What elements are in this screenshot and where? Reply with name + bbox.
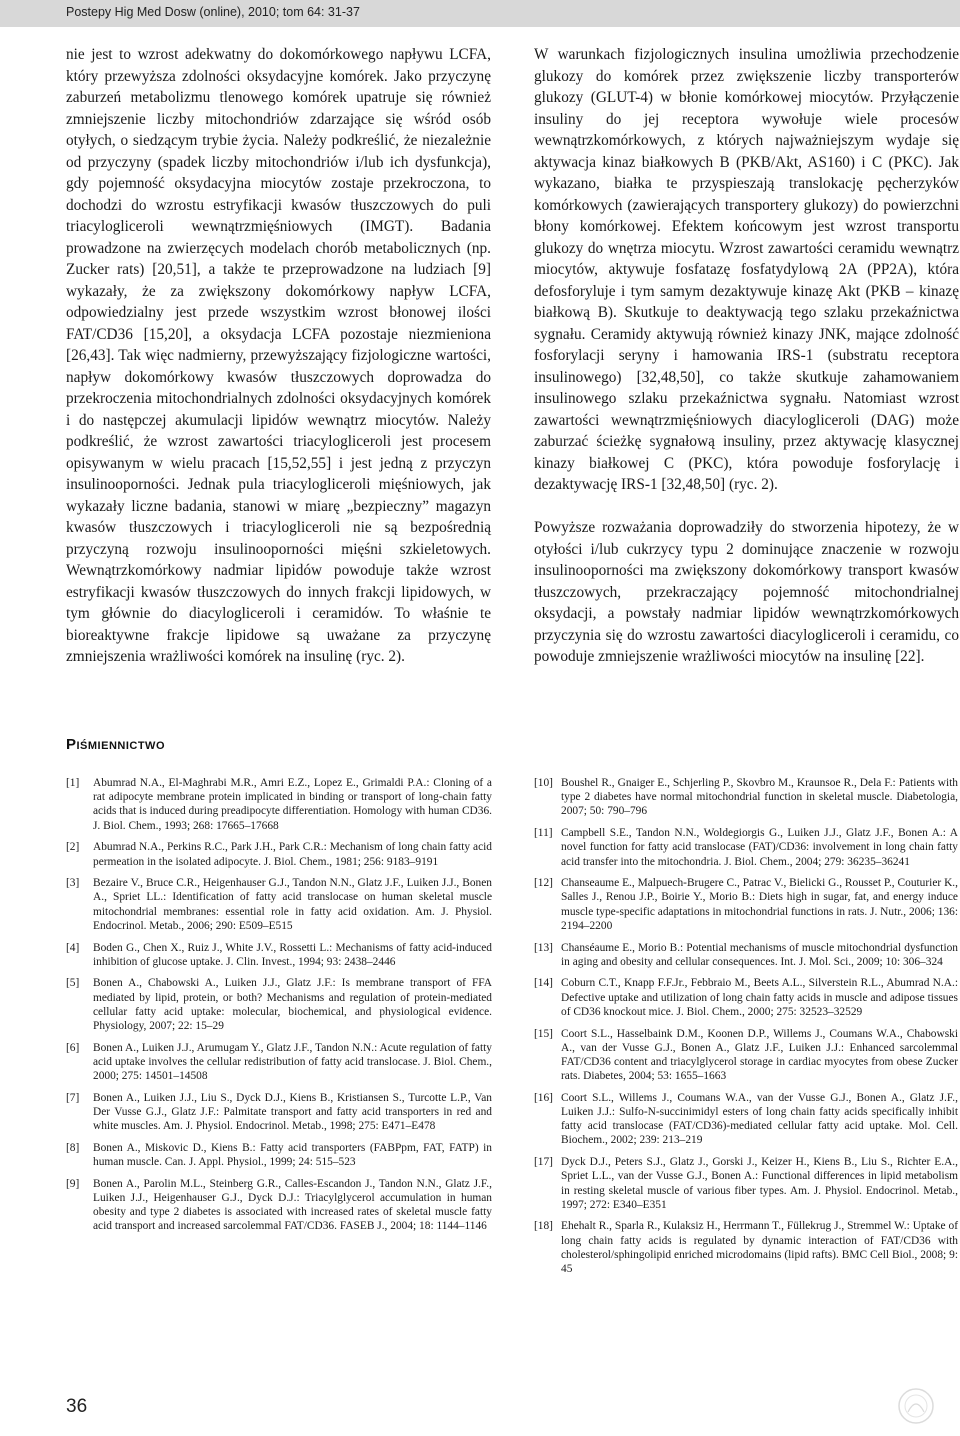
reference-item [534,1027,958,1084]
reference-text: Coort S.L., Willems J., Coumans W.A., van der Vusse G.J., Bonen A., Glatz J.F., Luiken J.J.: Sulfo-N-succinimidyl esters of long chain fatty acids specifically inhibit fatty acid translocase (FAT/CD36)-mediated cellular fatty acid uptake. Mol. Cell. Biochem., 2002; 239: 213–219 [561,1091,958,1147]
reference-item [534,976,958,1019]
reference-number: [16] [534,1091,553,1104]
reference-number: [14] [534,977,553,990]
reference-number: [11] [534,827,553,840]
reference-item [66,1041,492,1084]
reference-number: [2] [66,841,80,854]
reference-number: [7] [66,1091,80,1104]
references-list-left [66,776,492,1241]
reference-text: Chanseaume E., Malpuech-Brugere C., Patrac V., Bielicki G., Rousset P., Couturier K., Salles J., Renou J.P., Boirie Y., Morio B.: Diets high in sugar, fat, and energy induce muscle type-specific adaptations in mitochondrial functions in rats. J. Nutr., 2006; 136: 2194–2200 [561,877,959,932]
reference-text: Chanséaume E., Morio B.: Potential mechanisms of muscle mitochondrial dysfunction in aging and obesity and cellular consequences. Int. J. Mol. Sci., 2009; 10: 306–324 [561,941,958,968]
reference-item [534,876,958,933]
body-column-right [534,44,959,668]
reference-text: Bonen A., Miskovic D., Kiens B.: Fatty acid transporters (FABPpm, FAT, FATP) in human muscle. Can. J. Appl. Physiol., 1999; 24: 515–523 [93,1141,492,1169]
reference-item [534,1219,958,1276]
reference-item [66,1141,492,1169]
reference-number: [9] [66,1177,80,1190]
running-title: Postepy Hig Med Dosw (online), 2010; tom 64: 31-37 [66,5,360,19]
reference-item [66,776,492,833]
reference-number: [13] [534,941,553,954]
reference-text: Abumrad N.A., El-Maghrabi M.R., Amri E.Z., Lopez E., Grimaldi P.A.: Cloning of a rat adipocyte membrane protein implicated in binding or transport of long-chain fatty acids that is induced during preadipocyte differentiation. Homology with human CD36. J. Biol. Chem., 1993; 268: 17665–17668 [93,777,493,832]
reference-text: Ehehalt R., Sparla R., Kulaksiz H., Herrmann T., Füllekrug J., Stremmel W.: Uptake of long chain fatty acids is regulated by dynamic interaction of FAT/CD36 with cholesterol/sphingolipid enriched microdomains (lipid rafts). BMC Cell Biol., 2008; 9: 45 [561,1220,958,1276]
reference-number: [15] [534,1027,553,1040]
reference-item [66,1177,492,1234]
body-column-left [66,44,491,668]
reference-text: Dyck D.J., Peters S.J., Glatz J., Gorski J., Keizer H., Kiens B., Liu S., Richter E.A., Spriet L.L., van der Vusse G.J., Bonen A.: Functional differences in lipid metabolism in resting skeletal muscle of various fiber types. Am. J. Physiol. Endocrinol. Metab., 1997; 272: E340–E351 [561,1156,958,1211]
reference-item [534,826,958,869]
reference-item [534,941,958,969]
reference-number: [6] [66,1041,80,1054]
reference-text: Bonen A., Luiken J.J., Arumugam Y., Glatz J.F., Tandon N.N.: Acute regulation of fatty acid uptake involves the cellular redistribution of fatty acid translocase. J. Biol. Chem., 2000; 275: 14501–14508 [93,1041,492,1083]
reference-number: [8] [66,1141,80,1154]
reference-text: Boushel R., Gnaiger E., Schjerling P., Skovbro M., Kraunsoe R., Dela F.: Patients with type 2 diabetes have normal mitochondrial function in skeletal muscle. Diabetologia, 2007; 50: 790–796 [561,777,958,818]
reference-text: Coburn C.T., Knapp F.F.Jr., Febbraio M., Beets A.L., Silverstein R.L., Abumrad N.A.: Defective uptake and utilization of long chain fatty acids in muscle and adipose tissues of CD36 knockout mice. J. Biol. Chem., 2000; 275: 32523–32529 [561,977,958,1018]
body-paragraph: W warunkach fizjologicznych insulina umożliwia przechodzenie glukozy do komórek przez zwiększenie liczby transporterów glukozy (GLUT-4) w błonie komórkowej miocytów. Przyłączenie insuliny do jej receptora wywołuje wiele procesów wewnątrzkomórkowych, z których najważniejszym wydaje się aktywacja kinaz białkowych B (PKB/Akt, AS160) i C (PKC). Jak wykazano, białka te przyspieszają translokację pęcherzyków komórkowych (zawierających transportery glukozy) do powierzchni błony komórkowej. Efektem końcowym jest wzrost transportu glukozy do wnętrza miocytu. Wzrost zawartości ceramidu wewnątrz miocytów, aktywuje fosfatazę fosfatydylową 2A (PP2A), która defosforyluje i tym samym dezaktywuje kinazę Akt (PKB – kinazę białkową B). Skutkuje to deaktywacją tego szlaku przekaźnictwa sygnału. Ceramidy aktywują również kinazy JNK, mające zdolność fosforylacji seryny i hamowania IRS-1 (substratu receptora insulinowego) [32,48,50], co także skutkuje zahamowaniem insulinowego szlaku przekaźnictwa sygnału. Natomiast wzrost zawartości wewnątrzmięśniowych diacylogliceroli (DAG) może zaburzać ścieżkę sygnałową insuliny, przez aktywację klasycznej kinazy białkowej C (PKC), która powoduje fosforylację i dezaktywację IRS-1 [32,48,50] (ryc. 2). [534,46,959,493]
body-paragraph: Powyższe rozważania doprowadziły do stworzenia hipotezy, że w otyłości i/lub cukrzycy typu 2 dominujące znaczenie w rozwoju insulinooporności ma zwiększony dokomórkowy transport kwasów tłuszczowych, przekraczający pojemność mitochondrialnej oksydacji, a powstały nadmiar lipidów wewnątrzkomórkowych przyczynia się do wzrostu zawartości diacylogliceroli i ceramidu, co powoduje zmniejszenie wrażliwości miocytów na insulinę [22]. [534,519,959,665]
reference-number: [12] [534,877,553,890]
reference-number: [1] [66,777,80,789]
reference-item [66,1091,492,1134]
reference-item [66,941,492,969]
reference-item [66,840,492,868]
references-list-right [534,776,958,1284]
reference-item [534,1091,958,1148]
reference-item [66,976,492,1033]
reference-text: Bonen A., Luiken J.J., Liu S., Dyck D.J., Kiens B., Kristiansen S., Turcotte L.P., Van Der Vusse G.J., Glatz J.F.: Palmitate transport and fatty acid transporters in red and white muscles. Am. J. Physiol. Endocrinol. Metab., 1998; 275: E471–E478 [93,1091,492,1133]
reference-text: Boden G., Chen X., Ruiz J., White J.V., Rossetti L.: Mechanisms of fatty acid-induced inhibition of glucose uptake. J. Clin. Invest., 1994; 93: 2438–2446 [93,941,492,968]
reference-item [66,876,492,933]
reference-number: [5] [66,977,80,990]
body-paragraph: nie jest to wzrost adekwatny do dokomórkowego napływu LCFA, który przewyższa zdolności oksydacyjne komórek. Jako przyczynę zaburzeń metabolizmu tlenowego komórek upatruje się również zmniejszenie liczby mitochondriów zdarzające się wśród osób otyłych, o siedzącym trybie życia. Należy podkreślić, że niezależnie od przyczyny (spadek liczby mitochondriów i/lub ich dysfunkcja), gdy pojemność oksydacyjna miocytów zostaje przekroczona, to dochodzi do wzrostu estryfikacji kwasów tłuszczowych do puli triacylogliceroli wewnątrzmięśniowych (IMGT). Badania prowadzone na zwierzęcych modelach chorób metabolicznych (np. Zucker rats) [20,51], a także te przeprowadzone na ludziach [9] wykazały, że za zwiększony dokomórkowy napływ LCFA, odpowiedzialny jest przede wszystkim wzrost błonowej ilości FAT/CD36 [15,20], a oksydacja LCFA pozostaje niezmieniona [26,43]. Tak więc nadmierny, przewyższający fizjologiczne wartości, napływ dokomórkowy kwasów tłuszczowych doprowadza do przekroczenia mitochondrialnych zdolności oksydacyjnych komórek i do następczej akumulacji lipidów wewnątrz miocytów. Należy podkreślić, że wzrost zawartości triacylogliceroli jest procesem opisywanym w wielu pracach [15,52,55] i jest jedną z przyczyn insulinooporności. Jednak pula triacylogliceroli mięśniowych, jak wykazały liczne badania, stanowi w miarę „bezpieczny” magazyn kwasów tłuszczowych i triacylogliceroli nie są bezpośrednią przyczyną rozwoju insulinooporności mięśni szkieletowych. Wewnątrzkomórkowy nadmiar lipidów powoduje także wzrost estryfikacji kwasów tłuszczowych do innych frakcji lipidowych, w tym głównie do diacylogliceroli i ceramidów. To właśnie te bioreaktywne frakcje lipidowe są uważane za przyczynę zmniejszenia wrażliwości komórek na insulinę (ryc. 2). [66,46,491,665]
page-number: 36 [66,1396,88,1417]
reference-text: Bezaire V., Bruce C.R., Heigenhauser G.J., Tandon N.N., Glatz J.F., Luiken J.J., Bonen A., Spriet LL.: Identification of fatty acid translocase on human skeletal muscle mitochondrial membranes: essential role in fatty acid oxidation. Am. J. Physiol. Endocrinol. Metab., 2006; 290: E509–E515 [93,877,492,932]
reference-text: Campbell S.E., Tandon N.N., Woldegiorgis G., Luiken J.J., Glatz J.F., Bonen A.: A novel function for fatty acid translocase (FAT)/CD36: involvement in long chain fatty acid transfer into the mitochondria. J. Biol. Chem., 2004; 279: 36235–36241 [561,827,958,868]
references-heading: Piśmiennictwo [66,736,165,753]
reference-item [534,1155,958,1212]
reference-text: Coort S.L., Hasselbaink D.M., Koonen D.P., Willems J., Coumans W.A., Chabowski A., van der Vusse G.J., Bonen A., Glatz J.F., Luiken J.J.: Enhanced sarcolemmal FAT/CD36 content and triacylglycerol storage in cardiac myocytes from obese Zucker rats. Diabetes, 2004; 53: 1655–1663 [561,1027,958,1083]
reference-number: [18] [534,1220,553,1233]
reference-item [534,776,958,819]
reference-number: [3] [66,877,80,890]
running-header [0,0,960,27]
reference-text: Bonen A., Parolin M.L., Steinberg G.R., Calles-Escandon J., Tandon N.N., Glatz J.F., Luiken J.J., Heigenhauser G.J., Dyck D.J.: Triacylglycerol accumulation in human obesity and type 2 diabetes is associated with increased rates of skeletal muscle fatty acid transport and increased sarcolemmal FAT/CD36. FASEB J., 2004; 18: 1144–1146 [93,1177,492,1233]
reference-number: [4] [66,941,80,954]
reference-text: Abumrad N.A., Perkins R.C., Park J.H., Park C.R.: Mechanism of long chain fatty acid permeation in the isolated adipocyte. J. Biol. Chem., 1981; 256: 9183–9191 [93,841,492,868]
reference-number: [17] [534,1156,553,1169]
reference-number: [10] [534,777,553,789]
reference-text: Bonen A., Chabowski A., Luiken J.J., Glatz J.F.: Is membrane transport of FFA mediated by lipid, protein, or both? Mechanisms and regulation of protein-mediated cellular fatty acid uptake: molecular, biochemical, and physiological evidence. Physiology, 2007; 22: 15–29 [93,977,492,1033]
publisher-logo-icon [896,1386,936,1426]
